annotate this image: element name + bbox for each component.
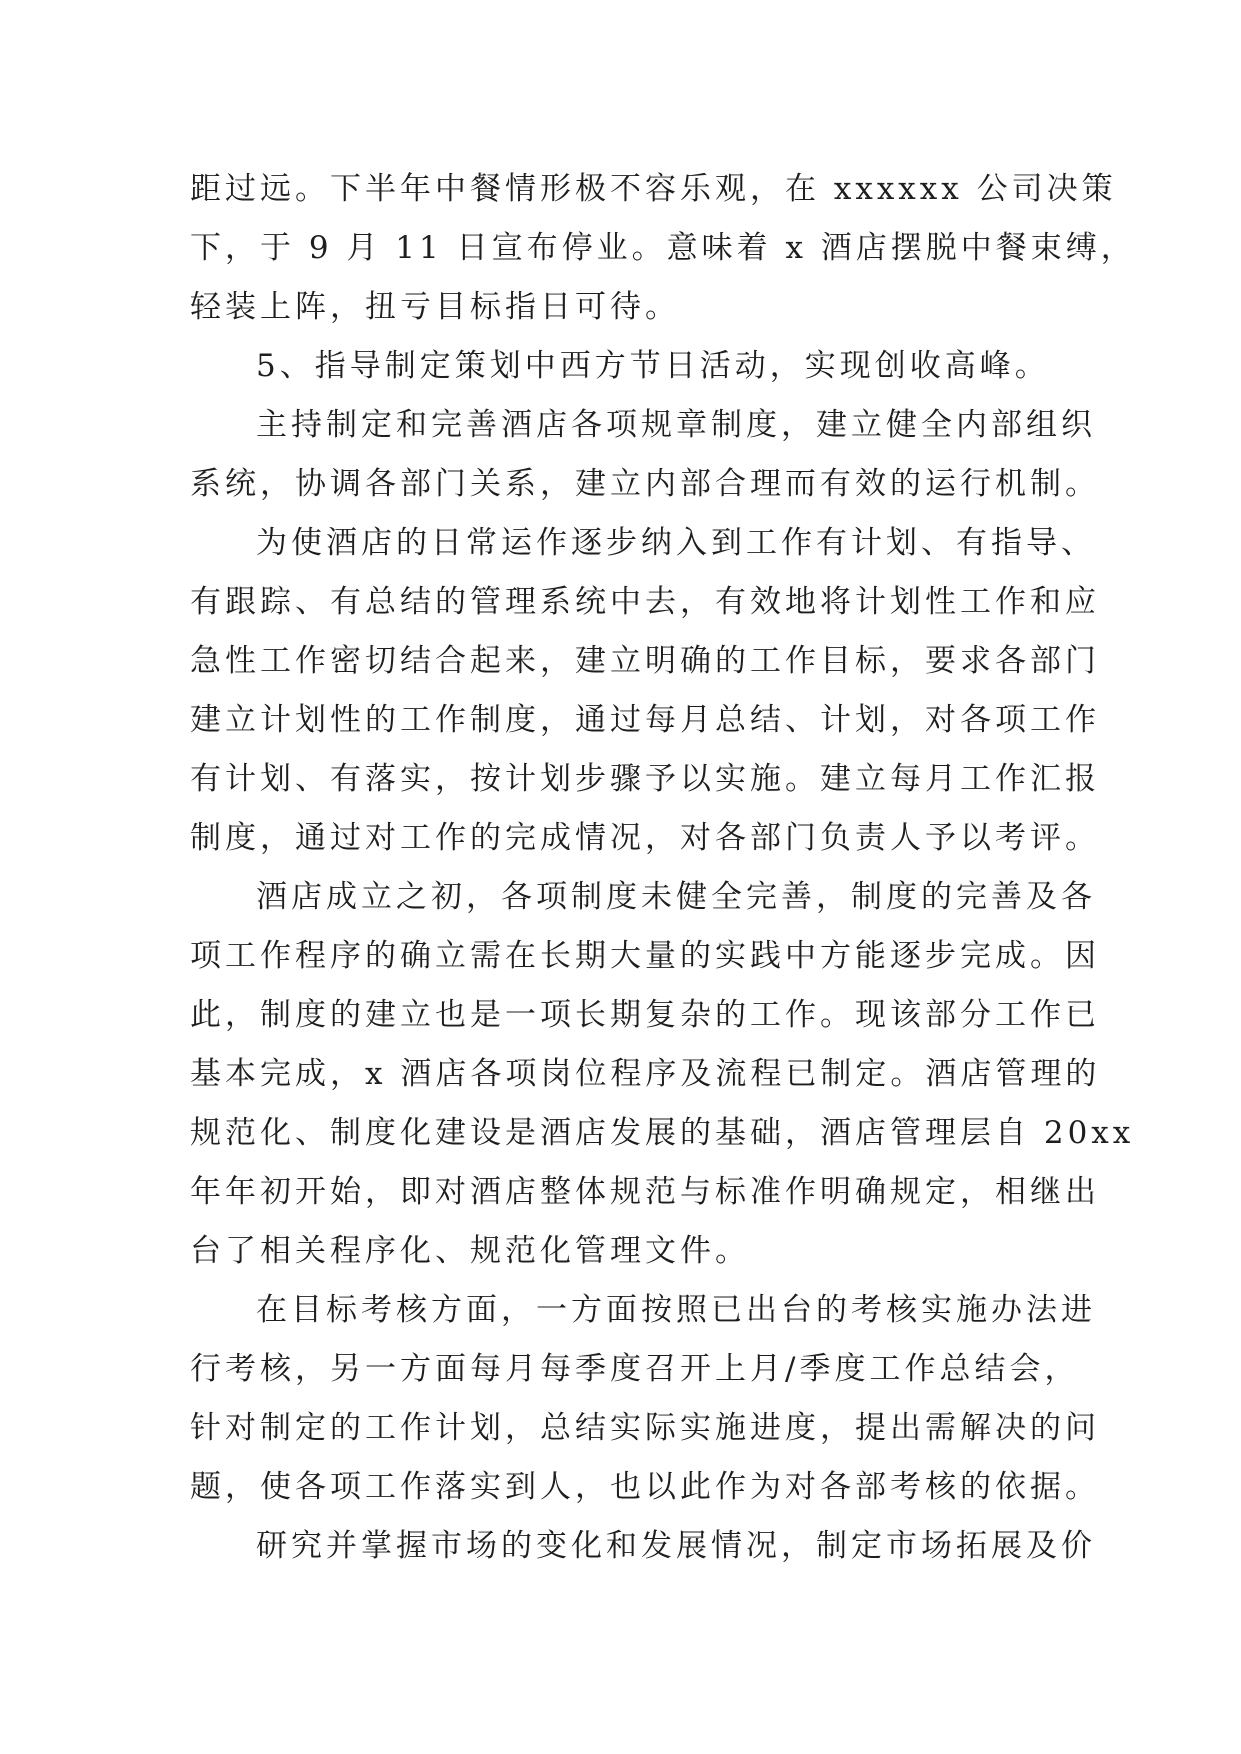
- text-line: 急性工作密切结合起来，建立明确的工作目标，要求各部门: [190, 643, 1100, 679]
- text-line: 规范化、制度化建设是酒店发展的基础，酒店管理层自 20xx: [190, 1115, 1135, 1151]
- text-line: 距过远。下半年中餐情形极不容乐观，在 xxxxxx 公司决策: [190, 171, 1117, 207]
- text-line: 酒店成立之初，各项制度未健全完善，制度的完善及各: [256, 879, 1096, 915]
- text-line: 研究并掌握市场的变化和发展情况，制定市场拓展及价: [256, 1528, 1096, 1564]
- text-line: 建立计划性的工作制度，通过每月总结、计划，对各项工作: [190, 702, 1100, 738]
- text-line: 在目标考核方面，一方面按照已出台的考核实施办法进: [256, 1292, 1096, 1328]
- text-line: 下，于 9 月 11 日宣布停业。意味着 x 酒店摆脱中餐束缚，: [190, 230, 1136, 266]
- document-body: [190, 160, 1136, 1576]
- text-line: 针对制定的工作计划，总结实际实施进度，提出需解决的问: [190, 1410, 1100, 1446]
- text-line: 行考核，另一方面每月每季度召开上月/季度工作总结会，: [190, 1351, 1080, 1387]
- text-line: 主持制定和完善酒店各项规章制度，建立健全内部组织: [256, 407, 1096, 443]
- text-line: 5、指导制定策划中西方节日活动，实现创收高峰。: [256, 348, 1050, 384]
- text-line: 年年初开始，即对酒店整体规范与标准作明确规定，相继出: [190, 1174, 1100, 1210]
- text-line: 制度，通过对工作的完成情况，对各部门负责人予以考评。: [190, 820, 1100, 856]
- text-line: 有跟踪、有总结的管理系统中去，有效地将计划性工作和应: [190, 584, 1100, 620]
- text-line: 基本完成，x 酒店各项岗位程序及流程已制定。酒店管理的: [190, 1056, 1101, 1092]
- text-line: 台了相关程序化、规范化管理文件。: [190, 1233, 750, 1269]
- text-line: 系统，协调各部门关系，建立内部合理而有效的运行机制。: [190, 466, 1100, 502]
- text-line: 此，制度的建立也是一项长期复杂的工作。现该部分工作已: [190, 997, 1100, 1033]
- text-line: 项工作程序的确立需在长期大量的实践中方能逐步完成。因: [190, 938, 1100, 974]
- text-line: 题，使各项工作落实到人，也以此作为对各部考核的依据。: [190, 1469, 1100, 1505]
- text-line: 轻装上阵，扭亏目标指日可待。: [190, 289, 680, 325]
- text-line: 有计划、有落实，按计划步骤予以实施。建立每月工作汇报: [190, 761, 1100, 797]
- text-line: 为使酒店的日常运作逐步纳入到工作有计划、有指导、: [256, 525, 1096, 561]
